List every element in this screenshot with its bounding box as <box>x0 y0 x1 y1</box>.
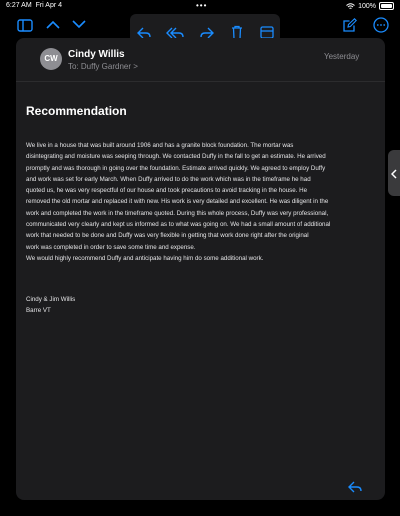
chevron-up-icon[interactable] <box>46 20 60 29</box>
status-right <box>346 2 394 10</box>
message-body <box>26 140 386 264</box>
compose-icon[interactable] <box>343 18 357 32</box>
side-panel-handle[interactable] <box>388 150 400 196</box>
more-icon[interactable] <box>373 17 389 33</box>
body-line: work was completed in order to save some time and expense. <box>26 243 196 251</box>
chevron-right-icon[interactable]: > <box>133 62 138 71</box>
battery-icon <box>379 2 394 10</box>
body-line: disintegrating and moisture was seeping through. We contacted Duffy in the fall to get an estimate. He arrived <box>26 153 326 161</box>
body-line: communicated very clearly and kept us informed as to what was going on. We had a small amount of additional <box>26 221 331 229</box>
recipient-line[interactable] <box>68 62 138 71</box>
body-line: work that needed to be done and Duffy was very flexible in getting that work done right after the original <box>26 232 309 240</box>
multitasking-dots[interactable]: ••• <box>196 1 208 10</box>
body-line: promptly and was thorough in going over the foundation. Estimate arrived quickly. We agreed to employ Duffy <box>26 164 326 172</box>
sender-name[interactable]: Cindy Willis <box>68 49 125 60</box>
body-line: work and completed the work in the timeframe quoted. During this whole process, Duffy was very professional, <box>26 209 329 217</box>
status-bar <box>0 0 400 12</box>
message-subject: Recommendation <box>26 104 127 118</box>
body-line: We live in a house that was built around 1906 and has a granite block foundation. The mortar was <box>26 142 294 149</box>
header-divider <box>16 81 385 82</box>
message-date: Yesterday <box>324 52 360 61</box>
body-line: We would highly recommend Duffy and anticipate having him do some additional work. <box>26 254 264 262</box>
status-time: 6:27 AM Fri Apr 4 <box>6 2 63 9</box>
wifi-icon <box>346 3 355 10</box>
battery-percent: 100% <box>358 2 376 10</box>
body-line: quoted us, he was very respectful of our house and took precautions to avoid tracking in the house. He <box>26 187 308 195</box>
avatar: CW <box>40 48 62 70</box>
body-line: removed the old mortar and replaced it with new. His work is very detailed and excellent. He was diligent in the <box>26 198 329 206</box>
signature <box>26 294 75 316</box>
recipient-name[interactable]: Duffy Gardner <box>80 62 132 71</box>
chevron-left-icon <box>391 169 397 179</box>
reply-icon[interactable] <box>348 481 362 493</box>
to-label: To: <box>68 62 79 71</box>
chevron-down-icon[interactable] <box>72 20 86 29</box>
body-line: and work was set for early March. When Duffy arrived to do the work which was in the timeframe he had <box>26 175 311 183</box>
sidebar-icon[interactable] <box>17 19 33 32</box>
signature-line: Barre VT <box>26 307 51 314</box>
signature-line: Cindy & Jim Willis <box>26 296 76 303</box>
